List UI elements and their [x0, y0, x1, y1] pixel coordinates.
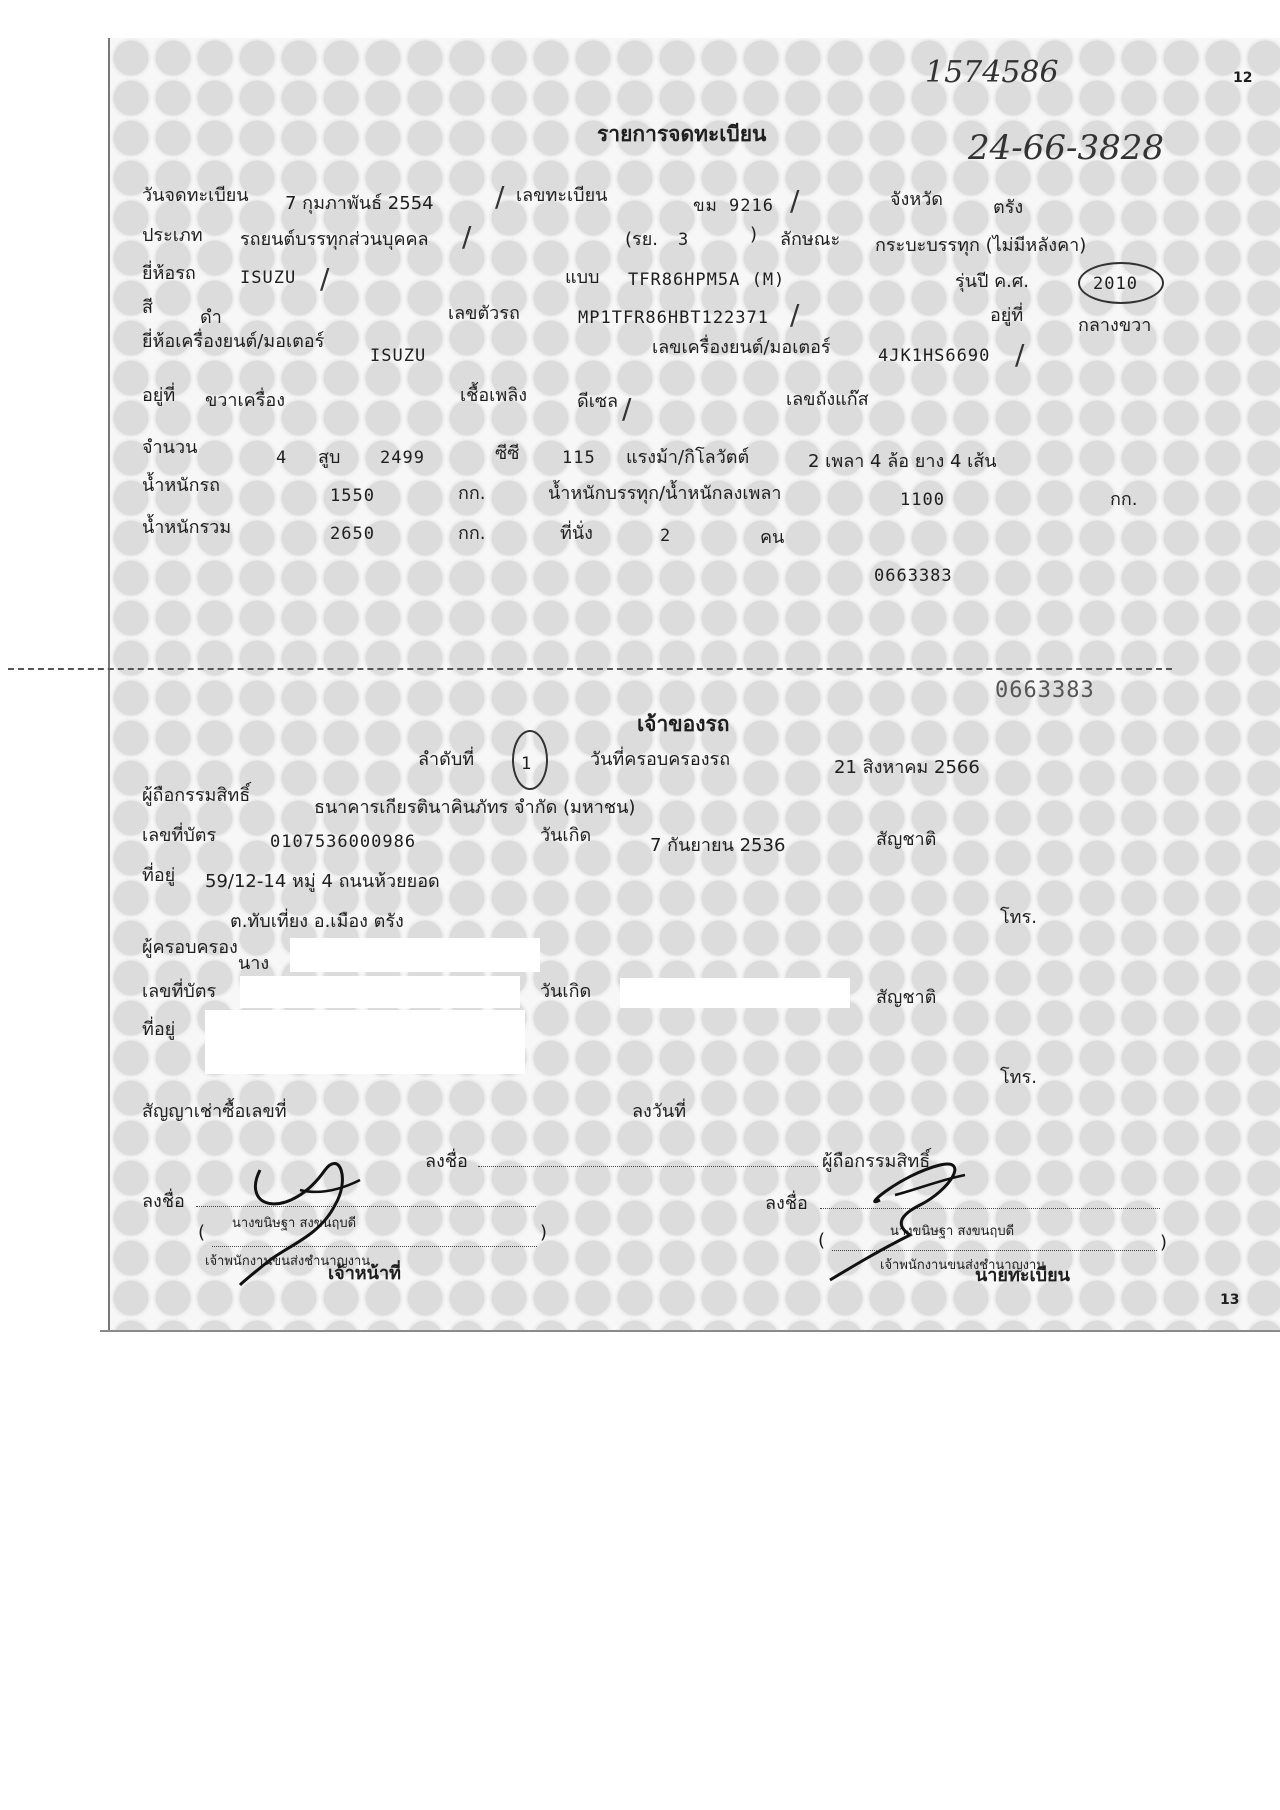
chassis-value: MP1TFR86HBT122371	[578, 308, 769, 328]
brand-label: ยี่ห้อรถ	[142, 263, 196, 284]
registrar-name: นางขนิษฐา สงขนฤบดี	[890, 1224, 1015, 1239]
model-label: แบบ	[565, 267, 600, 288]
plate-value: ขม 9216	[693, 196, 775, 216]
nationality-label: สัญชาติ	[876, 829, 937, 850]
tick-mark: /	[320, 262, 330, 295]
section-separator	[8, 668, 1172, 670]
type-value: รถยนต์บรรทุกส่วนบุคคล	[240, 229, 429, 250]
holder-sign-label: ผู้ถือกรรมสิทธิ์	[822, 1151, 931, 1172]
body-value: กระบะบรรทุก (ไม่มีหลังคา)	[875, 235, 1087, 256]
order-value: 1	[521, 754, 533, 774]
id2-label: เลขที่บัตร	[142, 981, 217, 1002]
holder-sign-label-prefix: ลงชื่อ	[425, 1151, 468, 1172]
year-label: รุ่นปี ค.ศ.	[955, 271, 1030, 292]
tick-mark: /	[1015, 338, 1025, 371]
holder-label: ผู้ถือกรรมสิทธิ์	[142, 785, 251, 806]
load-label: น้ำหนักบรรทุก/น้ำหนักลงเพลา	[548, 483, 782, 504]
tick-mark: /	[462, 220, 472, 253]
redaction-possessor	[290, 938, 540, 972]
registrar-paren-open: (	[818, 1230, 826, 1251]
province-value: ตรัง	[993, 197, 1024, 218]
page-number-top: 12	[1233, 70, 1253, 86]
hp-unit: แรงม้า/กิโลวัตต์	[626, 447, 750, 468]
redaction-id2	[240, 976, 520, 1008]
officer-position: เจ้าพนักงานขนส่งชำนาญงาน	[205, 1254, 371, 1269]
address-line-2: ต.ทับเที่ยง อ.เมือง ตรัง	[230, 911, 404, 932]
phone-label: โทร.	[1000, 907, 1037, 928]
id-label: เลขที่บัตร	[142, 825, 217, 846]
address-line-1: 59/12-14 หมู่ 4 ถนนห้วยยอด	[205, 871, 440, 892]
officer-paren-close: )	[540, 1222, 548, 1243]
cc-unit: ซีซี	[495, 443, 520, 464]
registrar-signature	[800, 1150, 970, 1290]
contract-label: สัญญาเช่าซื้อเลขที่	[142, 1101, 287, 1122]
cc-value: 2499	[380, 448, 425, 468]
page-number-bottom: 13	[1220, 1292, 1240, 1308]
year-circle	[1078, 262, 1164, 304]
nationality2-label: สัญชาติ	[876, 987, 937, 1008]
registrar-sign-label: ลงชื่อ	[765, 1193, 808, 1214]
order-label: ลำดับที่	[418, 749, 475, 770]
type-label: ประเภท	[142, 225, 203, 246]
axle-value: 2 เพลา 4 ล้อ ยาง 4 เส้น	[808, 451, 997, 472]
document-edge	[100, 1330, 1280, 1332]
possessor-value: นาง	[238, 953, 270, 974]
id-value: 0107536000986	[270, 832, 417, 852]
holder-sign-line	[478, 1166, 818, 1167]
redaction-birth2	[620, 978, 850, 1008]
engine-no-value: 4JK1HS6690	[878, 346, 991, 366]
gross-value: 2650	[330, 524, 375, 544]
date-label: วันจดทะเบียน	[142, 185, 249, 206]
chassis-loc-value: กลางขวา	[1078, 315, 1152, 336]
brand-value: ISUZU	[240, 268, 297, 288]
cylinder-label: จำนวน	[142, 437, 198, 458]
seats-unit: คน	[760, 527, 785, 548]
engine-brand-value: ISUZU	[370, 346, 427, 366]
holder-value: ธนาคารเกียรตินาคินภัทร จำกัด (มหาชน)	[314, 797, 636, 818]
tick-mark: /	[622, 392, 632, 425]
gross-unit: กก.	[458, 523, 486, 544]
registrar-title: นายทะเบียน	[975, 1265, 1070, 1286]
hp-value: 115	[562, 448, 596, 468]
cylinder-value: 4	[276, 448, 288, 468]
contract-date-label: ลงวันที่	[632, 1101, 687, 1122]
color-label: สี	[142, 297, 153, 318]
possession-value: 21 สิงหาคม 2566	[834, 757, 980, 778]
class-suffix: )	[750, 224, 758, 245]
phone2-label: โทร.	[1000, 1067, 1037, 1088]
seats-label: ที่นั่ง	[560, 523, 593, 544]
birth-label: วันเกิด	[540, 825, 592, 846]
address-label: ที่อยู่	[142, 865, 176, 886]
birth-value: 7 กันยายน 2536	[650, 835, 786, 856]
registration-title: รายการจดทะเบียน	[597, 122, 767, 146]
officer-name: นางขนิษฐา สงขนฤบดี	[232, 1216, 357, 1231]
year-value: 2010	[1093, 274, 1138, 294]
handwritten-number-2: 24-66-3828	[968, 128, 1165, 168]
body-label: ลักษณะ	[780, 229, 841, 250]
chassis-loc-label: อยู่ที่	[990, 305, 1024, 326]
weight-value: 1550	[330, 486, 375, 506]
engine-loc-label: อยู่ที่	[142, 385, 176, 406]
redaction-address2	[205, 1010, 525, 1074]
registrar-position: เจ้าพนักงานขนส่งชำนาญงาน	[880, 1258, 1046, 1273]
officer-sign-label: ลงชื่อ	[142, 1191, 185, 1212]
registrar-paren-close: )	[1160, 1232, 1168, 1253]
province-label: จังหวัด	[890, 189, 943, 210]
engine-no-label: เลขเครื่องยนต์/มอเตอร์	[652, 337, 831, 358]
fuel-value: ดีเซล	[577, 391, 619, 412]
address2-label: ที่อยู่	[142, 1019, 176, 1040]
class-value: 3	[678, 230, 690, 250]
load-value: 1100	[900, 490, 945, 510]
possession-label: วันที่ครอบครองรถ	[590, 749, 731, 770]
color-value: ดำ	[200, 307, 222, 328]
fuel-label: เชื้อเพลิง	[460, 385, 528, 406]
class-prefix: (รย.	[625, 229, 658, 250]
date-value: 7 กุมภาพันธ์ 2554	[285, 193, 434, 214]
possessor-label: ผู้ครอบครอง	[142, 937, 238, 958]
officer-signature	[230, 1150, 380, 1290]
birth2-label: วันเกิด	[540, 981, 592, 1002]
handwritten-number-1: 1574586	[925, 55, 1059, 90]
tick-mark: /	[790, 184, 800, 217]
officer-title: เจ้าหน้าที่	[328, 1263, 401, 1284]
chassis-label: เลขตัวรถ	[448, 303, 520, 324]
owner-title: เจ้าของรถ	[637, 712, 730, 736]
model-value: TFR86HPM5A (M)	[628, 270, 786, 290]
tick-mark: /	[495, 180, 505, 213]
weight-unit: กก.	[458, 483, 486, 504]
separator-serial: 0663383	[995, 678, 1095, 703]
engine-loc-value: ขวาเครื่อง	[205, 390, 285, 411]
gross-label: น้ำหนักรวม	[142, 517, 232, 538]
cylinder-unit: สูบ	[318, 447, 341, 468]
tick-mark: /	[790, 298, 800, 331]
plate-label: เลขทะเบียน	[516, 185, 608, 206]
gas-tank-label: เลขถังแก๊ส	[786, 389, 869, 410]
registration-serial: 0663383	[874, 566, 953, 586]
engine-brand-label: ยี่ห้อเครื่องยนต์/มอเตอร์	[142, 331, 325, 352]
weight-label: น้ำหนักรถ	[142, 475, 221, 496]
load-unit: กก.	[1110, 489, 1138, 510]
officer-paren-open: (	[198, 1222, 206, 1243]
seats-value: 2	[660, 526, 672, 546]
